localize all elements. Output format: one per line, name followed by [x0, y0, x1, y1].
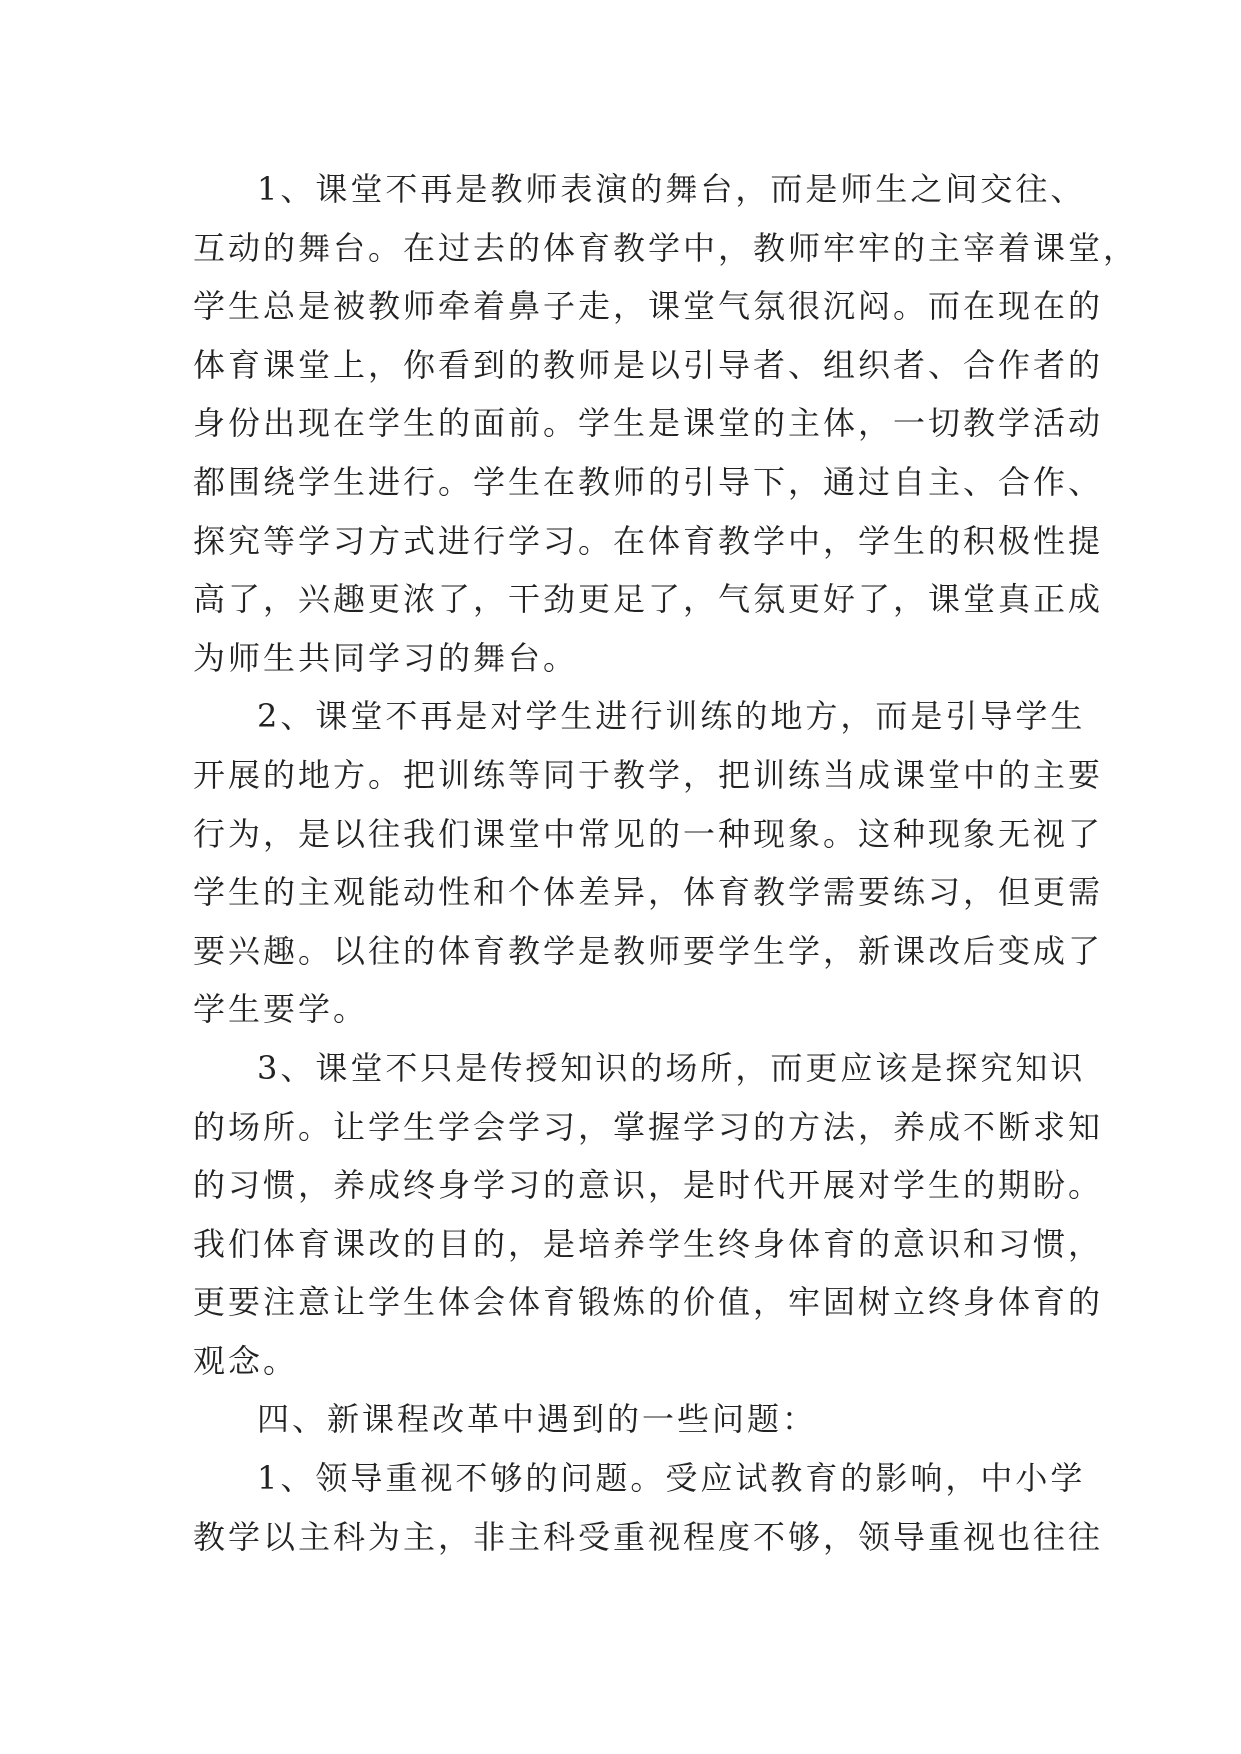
- paragraph-line: 学生总是被教师牵着鼻子走，课堂气氛很沉闷。而在现在的: [193, 287, 1104, 326]
- paragraph-line: 1、领导重视不够的问题。受应试教育的影响，中小学: [257, 1459, 1086, 1498]
- paragraph-line: 学生要学。: [193, 990, 369, 1029]
- paragraph-line: 3、课堂不只是传授知识的场所，而更应该是探究知识: [257, 1048, 1086, 1087]
- paragraph-line: 体育课堂上，你看到的教师是以引导者、组织者、合作者的: [193, 345, 1104, 384]
- paragraph-line: 身份出现在学生的面前。学生是课堂的主体，一切教学活动: [193, 404, 1104, 443]
- body-text: [193, 160, 1139, 1566]
- paragraph-line: 为师生共同学习的舞台。: [193, 638, 579, 677]
- paragraph-line: 都围绕学生进行。学生在教师的引导下，通过自主、合作、: [193, 462, 1104, 501]
- paragraph-line: 2、课堂不再是对学生进行训练的地方，而是引导学生: [257, 697, 1086, 736]
- paragraph-line: 观念。: [193, 1341, 299, 1380]
- paragraph-line: 教学以主科为主，非主科受重视程度不够，领导重视也往往: [193, 1517, 1104, 1556]
- paragraph-line: 我们体育课改的目的，是培养学生终身体育的意识和习惯，: [193, 1224, 1104, 1263]
- paragraph-line: 学生的主观能动性和个体差异，体育教学需要练习，但更需: [193, 873, 1104, 912]
- paragraph-line: 的习惯，养成终身学习的意识，是时代开展对学生的期盼。: [193, 1166, 1104, 1205]
- paragraph-line: 行为，是以往我们课堂中常见的一种现象。这种现象无视了: [193, 814, 1104, 853]
- paragraph-line: 高了，兴趣更浓了，干劲更足了，气氛更好了，课堂真正成: [193, 580, 1104, 619]
- paragraph-line: 要兴趣。以往的体育教学是教师要学生学，新课改后变成了: [193, 931, 1104, 970]
- paragraph-line: 互动的舞台。在过去的体育教学中，教师牢牢的主宰着课堂，: [193, 228, 1139, 267]
- paragraph-line: 更要注意让学生体会体育锻炼的价值，牢固树立终身体育的: [193, 1283, 1104, 1322]
- paragraph-line: 开展的地方。把训练等同于教学，把训练当成课堂中的主要: [193, 755, 1104, 794]
- paragraph-line: 探究等学习方式进行学习。在体育教学中，学生的积极性提: [193, 521, 1104, 560]
- paragraph-line: 的场所。让学生学会学习，掌握学习的方法，养成不断求知: [193, 1107, 1104, 1146]
- paragraph-line: 1、课堂不再是教师表演的舞台，而是师生之间交往、: [257, 170, 1086, 208]
- section-heading: 四、新课程改革中遇到的一些问题：: [257, 1400, 818, 1439]
